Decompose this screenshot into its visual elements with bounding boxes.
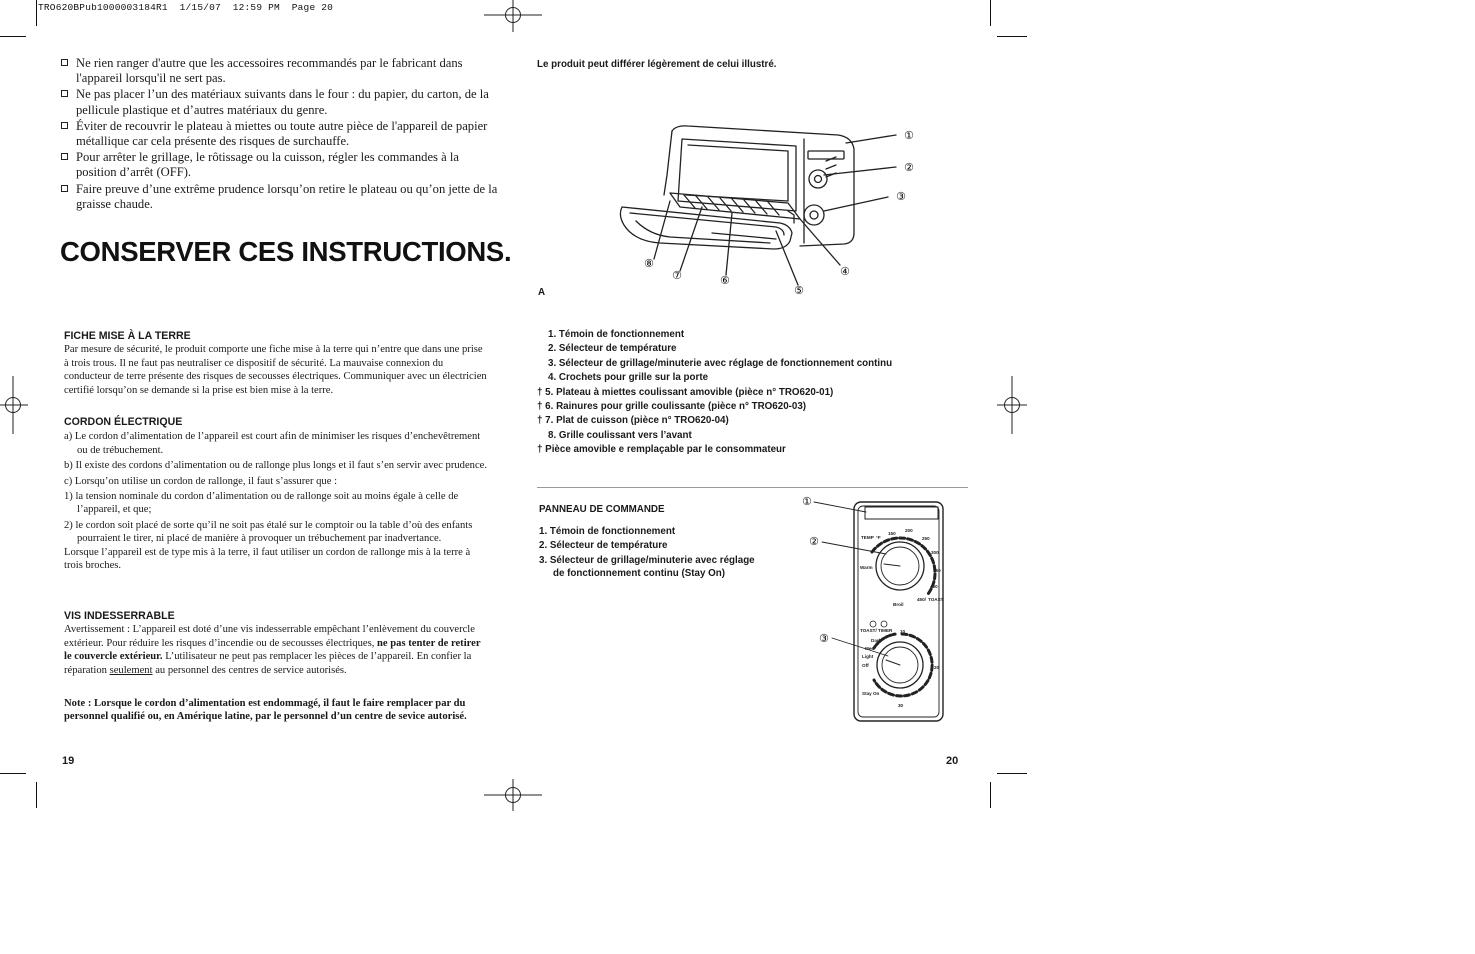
section-heading: CORDON ÉLECTRIQUE [64, 416, 183, 428]
parts-list [537, 328, 977, 458]
list-item: Pour arrêter le grillage, le rôtissage ou la cuisson, régler les commandes à la position d’arrêt (OFF). [61, 150, 501, 180]
unit-label: °F [876, 535, 881, 540]
crop-mark [0, 773, 26, 774]
dial-mark: TOAST [928, 597, 944, 602]
panel-heading: PANNEAU DE COMMANDE [539, 504, 665, 515]
print-slug: TRO620BPub1000003184R1 1/15/07 12:59 PM Page 20 [38, 2, 334, 13]
disclaimer: Le produit peut différer légèrement de celui illustré. [537, 59, 777, 70]
list-item: 4. Crochets pour grille sur la porte [548, 372, 709, 384]
crop-mark [0, 36, 26, 37]
crop-mark [997, 36, 1027, 37]
dial-mark: Light [862, 654, 874, 659]
list-item: 3. Sélecteur de grillage/minuterie avec réglage de fonctionnement continu [548, 357, 893, 369]
screw-section [64, 610, 489, 677]
list-item: † Pièce amovible e remplaçable par le consommateur [537, 444, 786, 456]
list-item: 1. Témoin de fonctionnement [539, 526, 676, 537]
registration-mark-icon [484, 0, 542, 32]
list-item: 2) le cordon soit placé de sorte qu’il ne soit pas étalé sur le comptoir ou la table d’où des enfants pourraient le tirer, ni placé de manière à provoquer un trébuchement par inadvertance. [64, 519, 473, 545]
page-title: CONSERVER CES INSTRUCTIONS. [60, 236, 512, 267]
safety-bullet-list [61, 56, 501, 213]
checkbox-square-icon [61, 185, 68, 192]
dial-mark: 300 [931, 550, 939, 555]
dial-mark: 150 [888, 531, 896, 536]
list-item: de fonctionnement continu (Stay On) [553, 568, 725, 580]
callout-7: ⑦ [672, 270, 682, 282]
list-item: Faire preuve d’une extrême prudence lorsqu’on retire le plateau ou qu’on jette de la graisse chaude. [61, 182, 501, 212]
page-number: 19 [62, 755, 75, 767]
crop-mark [990, 0, 991, 26]
list-item: 2. Sélecteur de température [539, 540, 668, 552]
panel-list [539, 525, 799, 579]
list-item: Ne rien ranger d'autre que les accessoires recommandés par le fabricant dans l'appareil lorsqu'il ne sert pas. [61, 56, 501, 86]
list-item: † 6. Rainures pour grille coulissante (pièce n° TRO620-03) [537, 401, 807, 413]
dial-mark: Warm [860, 565, 873, 570]
list-item: a) Le cordon d’alimentation de l’appareil est court afin de minimiser les risques d’enchevêtrement ou de trébuchement. [64, 431, 481, 456]
registration-mark-icon [997, 376, 1027, 434]
note-text: Note : Lorsque le cordon d’alimentation est endommagé, il faut le faire remplacer par du personnel qualifié ou, en Amérique latine, par le personnel d’un centre de sevice autorisé. [64, 698, 467, 723]
page-number: 20 [946, 755, 959, 767]
registration-mark-icon [484, 779, 542, 811]
crop-mark [36, 782, 37, 808]
list-item: † 5. Plateau à miettes coulissant amovible (pièce n° TRO620-01) [537, 386, 834, 398]
section-text: Lorsque l’appareil est de type mis à la terre, il faut utiliser un cordon de rallonge mis à la terre à trois broches. [64, 546, 471, 572]
section-heading: VIS INDESSERRABLE [64, 610, 175, 622]
panel-callout-3: ③ [819, 633, 829, 645]
dial-mark: 450/ [917, 597, 926, 602]
control-panel-illustration [796, 490, 956, 726]
dial-mark: 30 [898, 703, 904, 708]
crop-mark [990, 782, 991, 808]
section-text: Avertissement : L’appareil est doté d’une vis indesserrable empêchant l’enlèvement du couvercle extérieur. Pour réduire les risques d’incendie ou de secousses électriques, ne pas tenter de retirer le couvercle extérieur. L’utilisateur ne peut pas remplacer les pièces de l’appareil. En confier la réparation seulement au personnel des centres de service autorisés. [64, 624, 481, 676]
list-item: † 7. Plat de cuisson (pièce n° TRO620-04) [537, 415, 729, 427]
list-item: 3. Sélecteur de grillage/minuterie avec réglage [539, 554, 755, 566]
checkbox-square-icon [61, 122, 68, 129]
dial-mark: 250 [922, 536, 930, 541]
cord-section [64, 416, 489, 572]
dial-mark: Med [865, 646, 875, 651]
dial-mark: 200 [905, 528, 913, 533]
panel-callout-1: ① [802, 496, 812, 508]
list-item: Ne pas placer l’un des matériaux suivants dans le four : du papier, du carton, de la pellicule plastique et d’autres matériaux du genre. [61, 87, 501, 117]
grounding-section [64, 330, 489, 397]
callout-1: ① [904, 130, 914, 142]
dial-mark: 400 [930, 584, 938, 589]
toaster-oven-illustration [600, 115, 930, 305]
callout-3: ③ [896, 191, 906, 203]
crop-mark [997, 773, 1027, 774]
temp-label: TEMP [861, 535, 874, 540]
callout-5: ⑤ [794, 285, 804, 297]
callout-2: ② [904, 162, 914, 174]
checkbox-square-icon [61, 153, 68, 160]
dial-mark: Dark [871, 638, 882, 643]
callout-6: ⑥ [720, 275, 730, 287]
callout-8: ⑧ [644, 258, 654, 270]
list-item: b) Il existe des cordons d’alimentation ou de rallonge plus longs et il faut s’en servir avec prudence. [64, 460, 488, 472]
dial-mark: 350 [933, 568, 941, 573]
callout-4: ④ [840, 266, 850, 278]
list-item: 1) la tension nominale du cordon d’alimentation ou de rallonge soit au moins égale à celle de l’appareil, et que; [64, 491, 459, 516]
section-text: Par mesure de sécurité, le produit comporte une fiche mise à la terre qui n’entre que dans une prise à trois trous. Il ne faut pas neutraliser ce dispositif de sécurité. La mauvaise connexion du conducteur de terre présente des risques de secousses électriques. Communiquer avec un électricien certifié lorsqu’on se demande si la prise est bien mise à la terre. [64, 344, 487, 396]
checkbox-square-icon [61, 90, 68, 97]
checkbox-square-icon [61, 59, 68, 66]
section-heading: FICHE MISE À LA TERRE [64, 330, 191, 342]
list-item: 1. Témoin de fonctionnement [548, 329, 685, 340]
list-item: 8. Grille coulissant vers l’avant [548, 429, 692, 441]
list-item: 2. Sélecteur de température [548, 343, 677, 355]
dial-mark: 10 [900, 629, 906, 634]
crop-mark [36, 0, 37, 26]
dial-mark: 20 [934, 665, 940, 670]
list-item: c) Lorsqu’on utilise un cordon de rallonge, il faut s’assurer que : [64, 475, 338, 487]
dial-mark: Off [862, 663, 869, 668]
dial-mark: Broil [893, 602, 904, 607]
panel-callout-2: ② [809, 536, 819, 548]
list-item: Éviter de recouvrir le plateau à miettes ou toute autre pièce de l'appareil de papier métallique car cela présente des risques de surchauffe. [61, 119, 501, 149]
registration-mark-icon [0, 376, 28, 434]
section-divider [537, 487, 968, 488]
dial-mark: Stay On [862, 691, 880, 696]
figure-label: A [538, 287, 546, 298]
timer-label: TOAST/ TIMER [860, 628, 893, 633]
